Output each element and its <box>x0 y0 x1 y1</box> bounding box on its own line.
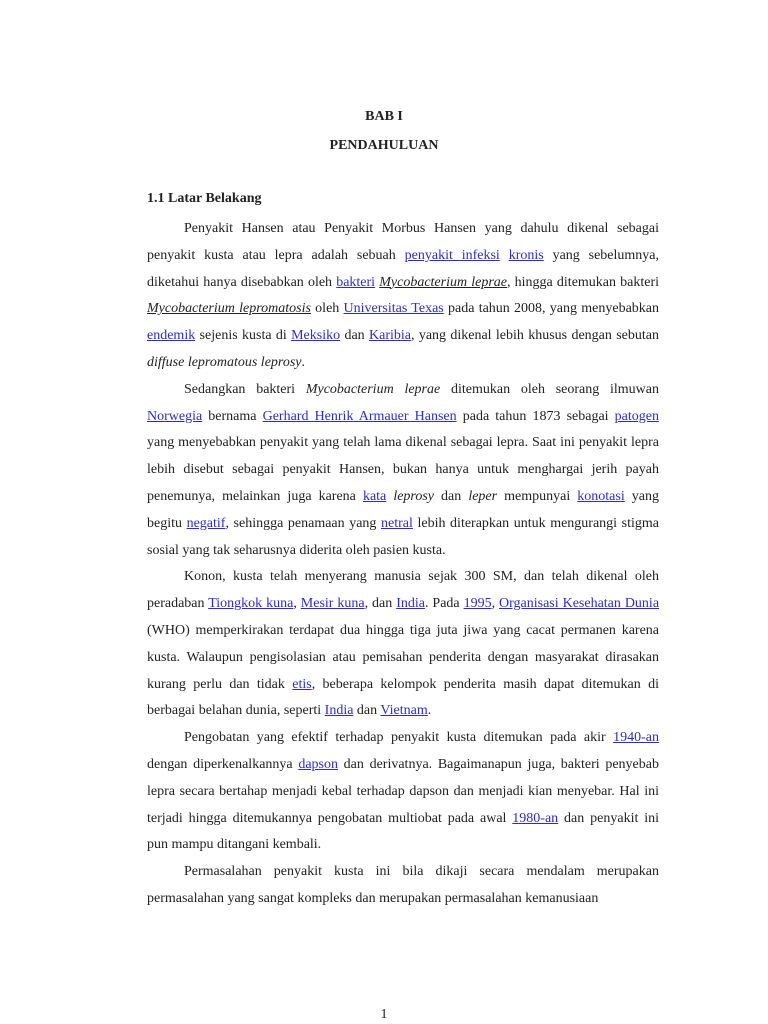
italic-text: diffuse lepromatous leprosy <box>147 354 302 370</box>
text-run: , dan <box>364 596 397 612</box>
text-run: dan penyakit ini pun mampu ditangani kembali. <box>147 810 659 853</box>
text-run: dengan diperkenalkannya <box>147 756 299 772</box>
text-run: Sedangkan bakteri <box>184 381 306 397</box>
italic-text: Mycobacterium leprae <box>305 381 441 397</box>
paragraph <box>147 564 659 725</box>
body-text <box>147 216 659 913</box>
text-run: sejenis kusta di <box>195 328 292 344</box>
italic-text: Mycobacterium leprae <box>379 274 508 290</box>
hyperlink[interactable]: India <box>324 703 354 719</box>
text-run: yang sebelumnya, diketahui hanya disebabkan oleh <box>147 247 660 290</box>
text-run: oleh <box>310 301 344 317</box>
text-run: Permasalahan penyakit kusta ini bila dikaji secara mendalam merupakan permasalahan yang sangat kompleks dan merupakan permasalahan kemanusiaan <box>147 864 659 906</box>
text-run: Pengobatan yang efektif terhadap penyakit kusta ditemukan pada akir <box>184 730 614 746</box>
text-run: . Pada <box>424 596 464 612</box>
hyperlink[interactable]: negatif <box>186 515 226 531</box>
text-run: lebih diterapkan untuk mengurangi stigma sosial yang tak seharusnya diderita oleh pasien kusta. <box>147 515 659 558</box>
paragraph <box>147 216 659 377</box>
text-run: , beberapa kelompok penderita masih dapat ditemukan di berbagai belahan dunia, seperti <box>147 676 659 719</box>
text-run <box>500 248 509 263</box>
hyperlink[interactable]: kata <box>362 488 387 504</box>
text-run: , hingga ditemukan bakteri <box>507 274 660 290</box>
section-title: 1.1 Latar Belakang <box>147 191 262 206</box>
hyperlink[interactable]: dapson <box>298 756 338 772</box>
hyperlink[interactable]: 1940-an <box>613 730 659 746</box>
text-run: yang menyebabkan penyakit yang telah lama dikenal sebagai lepra. Saat ini penyakit lepra lebih disebut sebagai penyakit Hansen, bukan hanya untuk menghargai jerih payah penemunya, melainkan juga karena <box>147 435 659 504</box>
text-run: . <box>301 354 306 370</box>
hyperlink[interactable]: bakteri <box>336 274 376 290</box>
text-run: pada tahun 2008, yang menyebabkan <box>443 301 659 317</box>
hyperlink[interactable]: 1995 <box>463 596 492 612</box>
text-run: , yang dikenal lebih khusus dengan sebutan <box>410 328 659 344</box>
text-run: (WHO) memperkirakan terdapat dua hingga tiga juta jiwa yang cacat permanen karena kusta. Walaupun pengisolasian atau pemisahan penderita dengan masyarakat dirasakan kurang perlu dan tidak <box>147 622 659 692</box>
hyperlink[interactable]: Mesir kuna <box>300 596 365 612</box>
hyperlink[interactable]: Vietnam <box>380 703 428 719</box>
hyperlink[interactable]: endemik <box>147 328 196 344</box>
text-run: dan <box>340 328 369 344</box>
paragraph <box>147 725 659 859</box>
italic-text: leper <box>468 488 498 504</box>
paragraph <box>147 377 659 565</box>
italic-text: leprosy <box>393 488 435 504</box>
hyperlink[interactable]: Tiongkok kuna <box>208 596 294 612</box>
hyperlink[interactable]: Universitas Texas <box>343 301 444 317</box>
text-run: yang begitu <box>147 488 659 531</box>
hyperlink[interactable]: netral <box>381 515 413 531</box>
hyperlink[interactable]: kronis <box>508 247 544 263</box>
text-run: pada tahun 1873 sebagai <box>456 408 615 424</box>
hyperlink[interactable]: Meksiko <box>291 328 341 344</box>
text-run: , sehingga penamaan yang <box>225 515 382 531</box>
hyperlink[interactable]: Norwegia <box>147 408 203 424</box>
text-run: Konon, kusta telah menyerang manusia sejak 300 SM, dan telah dikenal oleh peradaban <box>147 569 659 612</box>
hyperlink[interactable]: patogen <box>614 408 659 424</box>
paragraph <box>147 859 659 913</box>
hyperlink[interactable]: Organisasi Kesehatan Dunia <box>499 596 660 612</box>
hyperlink[interactable]: India <box>396 596 425 612</box>
hyperlink[interactable]: Karibia <box>369 328 411 344</box>
hyperlink[interactable]: penyakit infeksi <box>404 247 500 263</box>
text-run: Penyakit Hansen atau Penyakit Morbus Hansen yang dahulu dikenal sebagai penyakit kusta atau lepra adalah sebuah <box>147 221 659 263</box>
chapter-title: PENDAHULUAN <box>329 138 439 153</box>
text-run: bernama <box>202 408 263 424</box>
chapter-heading <box>0 110 768 153</box>
text-run: dan <box>434 488 469 504</box>
text-run: mempunyai <box>497 488 578 504</box>
text-run: dan <box>353 703 381 719</box>
italic-text: Mycobacterium lepromatosis <box>147 301 311 317</box>
hyperlink[interactable]: Gerhard Henrik Armauer Hansen <box>262 408 457 424</box>
text-run: dan derivatnya. Bagaimanapun juga, bakteri penyebab lepra secara bertahap menjadi kebal terhadap dapson dan menjadi kian menyebar. Hal ini terjadi hingga ditemukannya pengobatan multiobat pada awal <box>147 756 659 826</box>
text-run: , <box>491 596 500 612</box>
text-run: . <box>427 703 432 719</box>
page-number: 1 <box>380 1007 388 1022</box>
chapter-number: BAB I <box>365 109 403 124</box>
text-run: ditemukan oleh seorang ilmuwan <box>440 381 660 397</box>
hyperlink[interactable]: 1980-an <box>512 810 559 826</box>
text-run: , <box>293 596 301 612</box>
hyperlink[interactable]: konotasi <box>577 488 625 504</box>
hyperlink[interactable]: etis <box>292 676 312 692</box>
